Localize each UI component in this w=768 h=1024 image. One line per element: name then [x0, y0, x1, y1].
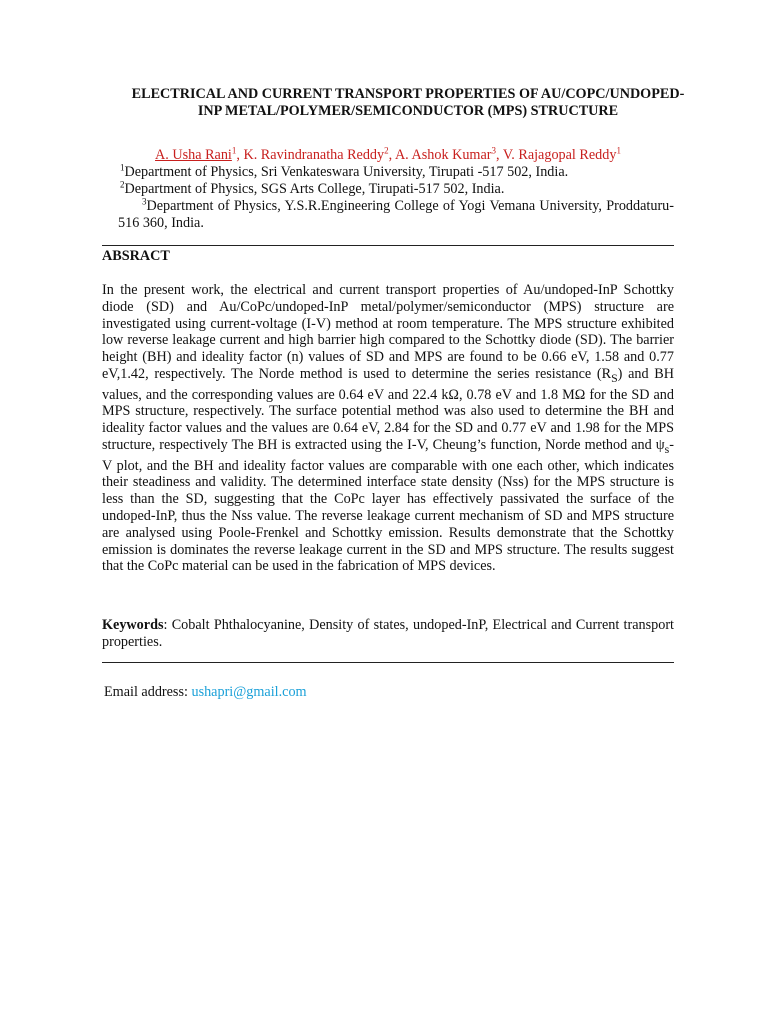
author-separator: , — [496, 147, 503, 163]
author-separator: , — [388, 147, 395, 163]
abstract-heading: ABSRACT — [102, 248, 170, 264]
email-label: Email address: — [104, 684, 192, 700]
affiliation-mark: 3 — [142, 196, 147, 207]
email-line — [104, 684, 307, 701]
keywords-text: : Cobalt Phthalocyanine, Density of states, undoped-InP, Electrical and Current transport properties. — [102, 617, 674, 650]
keywords — [102, 617, 674, 651]
author-name: K. Ravindranatha Reddy — [243, 147, 385, 163]
abstract-body — [102, 282, 674, 575]
subscript: S — [611, 370, 618, 385]
email-link[interactable]: ushapri@gmail.com — [191, 684, 307, 700]
affiliation-text: Department of Physics, Y.S.R.Engineering College of Yogi Vemana University, Proddaturu-516 360, India. — [118, 198, 674, 231]
affiliation-text: Department of Physics, SGS Arts College, Tirupati-517 502, India. — [124, 181, 505, 197]
keywords-label: Keywords — [102, 617, 164, 633]
affiliation — [118, 198, 674, 232]
author-affiliation-mark: 3 — [491, 145, 496, 156]
section-divider — [102, 245, 674, 246]
abstract-text: ) and BH values, and the corresponding values are 0.64 eV and 22.4 kΩ, 0.78 eV and 1.8 MΩ for the SD and MPS structure, respectively. The surface potential method was also used to determine the BH and ideality factor values and the values are 0.64 eV, 2.84 for the SD and 0.77 eV and 1.98 for the MPS structure, respectively The BH is extracted using the I-V, Cheung’s function, Norde method and ψ — [102, 365, 675, 453]
affiliation-mark: 2 — [120, 179, 125, 190]
section-divider — [102, 662, 674, 663]
subscript: s — [664, 441, 670, 456]
affiliation-mark: 1 — [120, 162, 125, 173]
author-name: V. Rajagopal Reddy — [502, 147, 617, 163]
author-name: A. Ashok Kumar — [394, 147, 492, 163]
author-affiliation-mark: 1 — [616, 145, 621, 156]
affiliation — [120, 181, 504, 198]
author-separator: , — [236, 147, 244, 163]
abstract-text: In the present work, the electrical and current transport properties of Au/undoped-InP Schottky diode (SD) and Au/CoPc/undoped-InP metal/polymer/semiconductor (MPS) structure are investigated using current-voltage (I-V) method at room temperature. The MPS structure exhibited low reverse leakage current and high barrier high compared to the Schottky diode (SD). The barrier height (BH) and ideality factor (n) values of SD and MPS are found to be 0.66 eV, 1.58 and 0.77 eV,1.42, respectively. The Norde method is used to determine the series resistance (R — [102, 282, 674, 382]
author-list — [100, 147, 676, 164]
author-name[interactable]: A. Usha Rani — [155, 147, 232, 163]
author-affiliation-mark: 2 — [384, 145, 389, 156]
abstract-text: -V plot, and the BH and ideality factor values are comparable with one each other, which indicates their steadiness and validity. The determined interface state density (Nss) for the MPS structure is less than the SD, suggesting that the CoPc layer has effectively passivated the surface of the undoped-InP, thus the Nss value. The reverse leakage current mechanism of SD and MPS structure are analysed using Poole-Frenkel and Schottky emission. Results demonstrate that the Schottky emission is dominates the reverse leakage current in the SD and MPS structure. The results suggest that the CoPc material can be used in the fabrication of MPS devices. — [102, 437, 674, 575]
affiliation — [120, 164, 568, 181]
paper-title: ELECTRICAL AND CURRENT TRANSPORT PROPERTIES OF AU/COPC/UNDOPED-INP METAL/POLYMER/SEMICONDUCTOR (MPS) STRUCTURE — [131, 86, 685, 119]
affiliation-text: Department of Physics, Sri Venkateswara University, Tirupati -517 502, India. — [124, 164, 569, 180]
author-affiliation-mark: 1 — [231, 145, 237, 156]
